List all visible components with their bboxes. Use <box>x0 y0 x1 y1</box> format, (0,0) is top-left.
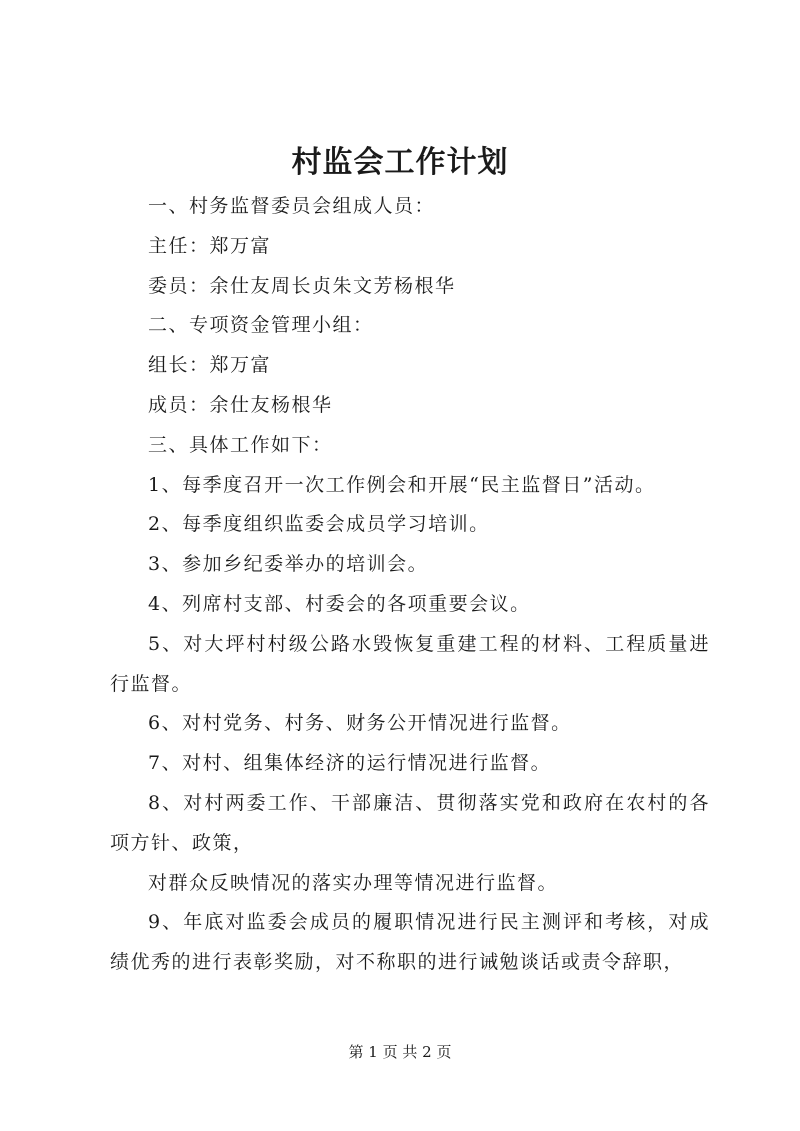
paragraph-item-8: 8、对村两委工作、干部廉洁、贯彻落实党和政府在农村的各项方针、政策， <box>110 791 710 854</box>
paragraph-item-3: 3、参加乡纪委举办的培训会。 <box>148 553 429 576</box>
paragraph-group-members: 成员：余仕友杨根华 <box>148 393 333 416</box>
paragraph-item-4: 4、列席村支部、村委会的各项重要会议。 <box>148 592 531 615</box>
paragraph-item-8-continued: 对群众反映情况的落实办理等情况进行监督。 <box>148 871 559 894</box>
page-footer: 第 1 页 共 2 页 <box>348 1043 452 1061</box>
paragraph-funds-group-heading: 二、专项资金管理小组： <box>148 314 374 337</box>
paragraph-item-5: 5、对大坪村村级公路水毁恢复重建工程的材料、工程质量进行监督。 <box>110 632 710 695</box>
paragraph-committee-members: 委员：余仕友周长贞朱文芳杨根华 <box>148 274 456 297</box>
paragraph-work-heading: 三、具体工作如下： <box>148 433 333 456</box>
paragraph-item-6: 6、对村党务、村务、财务公开情况进行监督。 <box>148 712 572 735</box>
paragraph-director: 主任：郑万富 <box>148 234 272 257</box>
document-body <box>110 187 710 983</box>
paragraph-group-leader: 组长：郑万富 <box>148 354 272 377</box>
paragraph-item-1: 1、每季度召开一次工作例会和开展“民主监督日”活动。 <box>148 473 656 496</box>
paragraph-item-9: 9、年底对监委会成员的履职情况进行民主测评和考核，对成绩优秀的进行表彰奖励，对不称职的进行诫勉谈话或责令辞职， <box>110 911 710 974</box>
document-title: 村监会工作计划 <box>291 145 509 180</box>
paragraph-item-7: 7、对村、组集体经济的运行情况进行监督。 <box>148 752 552 775</box>
paragraph-members-heading: 一、村务监督委员会组成人员： <box>148 195 436 217</box>
paragraph-item-2: 2、每季度组织监委会成员学习培训。 <box>148 513 490 536</box>
